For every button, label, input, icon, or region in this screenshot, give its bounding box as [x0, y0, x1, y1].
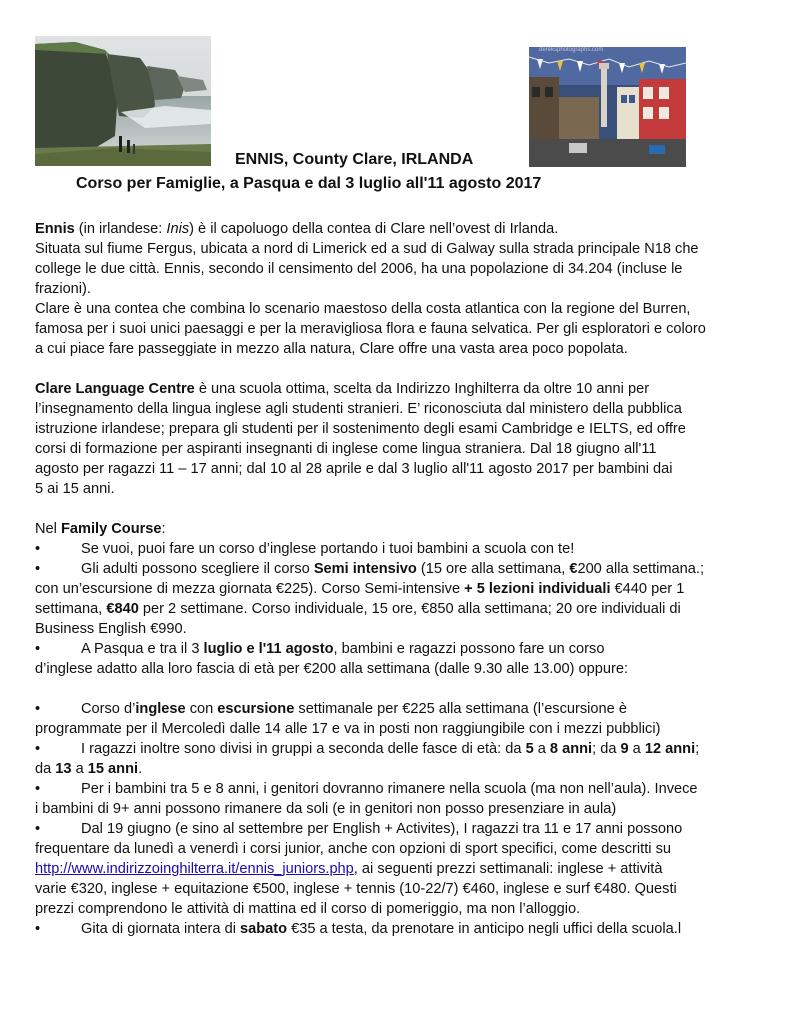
ennis-street-photo [529, 47, 686, 167]
text-span: settimanale per €225 alla settimana (l’escursione è [294, 701, 627, 717]
text-span: per 2 settimane. Corso individuale, 15 ore, €850 alla settimana; 20 ore individuali di [138, 601, 681, 617]
text-span: Gli adulti possono scegliere il corso [81, 561, 314, 577]
euro-symbol: € [569, 561, 578, 577]
bullet-continuation [35, 579, 755, 599]
bullet-continuation: frequentare da lunedì a venerdì i corsi junior, anche con opzioni di sport specifici, come descritti su [35, 841, 671, 857]
bullet-continuation [35, 759, 755, 779]
intro-line: frazioni). [35, 281, 91, 297]
text-span: a [533, 741, 550, 757]
text-span: ) è il capoluogo della contea di Clare nell’ovest di Irlanda. [189, 221, 559, 237]
bullet-continuation [35, 599, 755, 619]
family-heading [35, 519, 755, 539]
photo-watermark: dereksphotographs.com [539, 47, 604, 53]
text-span: da [35, 761, 56, 777]
bullet-item [35, 639, 755, 659]
bullet-continuation: i bambini di 9+ anni possono rimanere da soli (e in genitori non posso presenziare in aula) [35, 801, 617, 817]
school-paragraph [35, 379, 755, 499]
text-span: è una scuola ottima, scelta da Indirizzo Inghilterra da oltre 10 anni per [194, 381, 650, 397]
dates-term: luglio e l'11 agosto [203, 641, 334, 657]
text-span: I ragazzi inoltre sono divisi in gruppi a seconda delle fasce di età: da [81, 741, 526, 757]
text-span: Nel [35, 521, 61, 537]
bullet-item [35, 919, 755, 939]
age-term: 15 anni [87, 761, 139, 777]
lezioni-term: + 5 lezioni individuali [464, 581, 611, 597]
bullet-icon: • [35, 701, 41, 717]
school-line: istruzione irlandese; prepara gli studenti per il sostenimento degli esami Cambridge e IELTS, ed offre [35, 421, 686, 437]
page-subtitle: Corso per Famiglie, a Pasqua e dal 3 luglio all'11 agosto 2017 [76, 175, 542, 192]
cliffs-photo [35, 36, 211, 166]
document-body [35, 219, 755, 939]
family-course-section [35, 519, 755, 939]
page-title: ENNIS, County Clare, IRLANDA [235, 151, 474, 168]
school-line: corsi di formazione per aspiranti insegnanti di inglese come lingua straniera. Dal 18 giugno all'11 [35, 441, 657, 457]
text-span: ; da [592, 741, 621, 757]
text-span: (15 ore alla settimana, [416, 561, 570, 577]
school-line: l’insegnamento della lingua inglese agli studenti stranieri. E’ riconosciuta dal ministero della pubblica [35, 401, 682, 417]
school-name: Clare Language Centre [35, 381, 195, 397]
bullet-continuation: prezzi comprendono le attività di mattina ed il corso di pomeriggio, ma non l’alloggio. [35, 901, 581, 917]
text-span: settimana, [35, 601, 107, 617]
bullet-icon: • [35, 541, 41, 557]
school-line: 5 ai 15 anni. [35, 481, 115, 497]
intro-paragraph [35, 219, 755, 359]
blank-line [35, 679, 755, 699]
text-span: , ai seguenti prezzi settimanali: inglese + attività [353, 861, 663, 877]
age-term: 9 [620, 741, 629, 757]
intro-line: a cui piace fare passeggiate in mezzo alla natura, Clare offre una vasta area poco popolata. [35, 341, 628, 357]
text-span: €35 a testa, da prenotare in anticipo negli uffici della scuola.l [287, 921, 682, 937]
age-term: 5 [525, 741, 534, 757]
text-span: €440 per 1 [610, 581, 685, 597]
family-course-term: Family Course [60, 521, 162, 537]
bullet-icon: • [35, 821, 41, 837]
text-span: Se vuoi, puoi fare un corso d’inglese portando i tuoi bambini a scuola con te! [81, 541, 575, 557]
intro-line: Situata sul fiume Fergus, ubicata a nord di Limerick ed a sud di Galway sulla strada principale N18 che [35, 241, 699, 257]
sabato-term: sabato [240, 921, 288, 937]
age-term: 12 anni [644, 741, 696, 757]
age-term: 13 [55, 761, 72, 777]
bullet-icon: • [35, 921, 41, 937]
intro-line [35, 219, 755, 239]
text-span: con [185, 701, 218, 717]
text-span: Gita di giornata intera di [81, 921, 240, 937]
text-span: ; [695, 741, 700, 757]
text-span: , bambini e ragazzi possono fare un corso [333, 641, 605, 657]
bullet-icon: • [35, 781, 41, 797]
school-line [35, 379, 755, 399]
text-span: a [628, 741, 645, 757]
intro-line: college le due città. Ennis, secondo il censimento del 2006, ha una popolazione di 34.204 (incluse le [35, 261, 683, 277]
bullet-item [35, 559, 755, 579]
bullet-continuation: varie €320, inglese + equitazione €500, inglese + tennis (10-22/7) €460, inglese e surf €480. Questi [35, 881, 677, 897]
intro-line: famosa per i suoi unici paesaggi e per la meravigliosa flora e fauna selvatica. Per gli esploratori e coloro [35, 321, 706, 337]
text-span: a [71, 761, 88, 777]
inglese-term: inglese [135, 701, 186, 717]
bullet-item [35, 819, 755, 839]
intro-line: Clare è una contea che combina lo scenario maestoso della costa atlantica con la regione del Burren, [35, 301, 691, 317]
escursione-term: escursione [217, 701, 295, 717]
text-span: Per i bambini tra 5 e 8 anni, i genitori dovranno rimanere nella scuola (ma non nell’aula). Invece [81, 781, 698, 797]
bullet-item [35, 539, 755, 559]
inis-term: Inis [166, 221, 190, 237]
text-span: A Pasqua e tra il 3 [81, 641, 204, 657]
ennis-term: Ennis [35, 221, 75, 237]
text-span: Dal 19 giugno (e sino al settembre per English + Activites), I ragazzi tra 11 e 17 anni possono [81, 821, 683, 837]
juniors-link[interactable]: http://www.indirizzoinghilterra.it/ennis_juniors.php [35, 861, 354, 877]
text-span: : [161, 521, 166, 537]
text-span: . [138, 761, 143, 777]
bullet-icon: • [35, 741, 41, 757]
age-term: 8 anni [549, 741, 593, 757]
bullet-continuation [35, 859, 755, 879]
bullet-item [35, 739, 755, 759]
price-840: €840 [106, 601, 139, 617]
text-span: (in irlandese: [74, 221, 167, 237]
bullet-item [35, 779, 755, 799]
bullet-icon: • [35, 561, 41, 577]
bullet-continuation: d’inglese adatto alla loro fascia di età per €200 alla settimana (dalle 9.30 alle 13.00) oppure: [35, 661, 629, 677]
bullet-icon: • [35, 641, 41, 657]
text-span: con un’escursione di mezza giornata €225). Corso Semi-intensive [35, 581, 465, 597]
bullet-continuation: programmate per il Mercoledì dalle 14 alle 17 e va in posti non raggiungibile con i mezzi pubblici) [35, 721, 661, 737]
school-line: agosto per ragazzi 11 – 17 anni; dal 10 al 28 aprile e dal 3 luglio all'11 agosto 2017 per bambini dai [35, 461, 673, 477]
text-span: 200 alla settimana.; [577, 561, 705, 577]
text-span: Corso d’ [81, 701, 136, 717]
bullet-item [35, 699, 755, 719]
semi-intensivo-term: Semi intensivo [313, 561, 417, 577]
bullet-continuation: Business English €990. [35, 621, 187, 637]
